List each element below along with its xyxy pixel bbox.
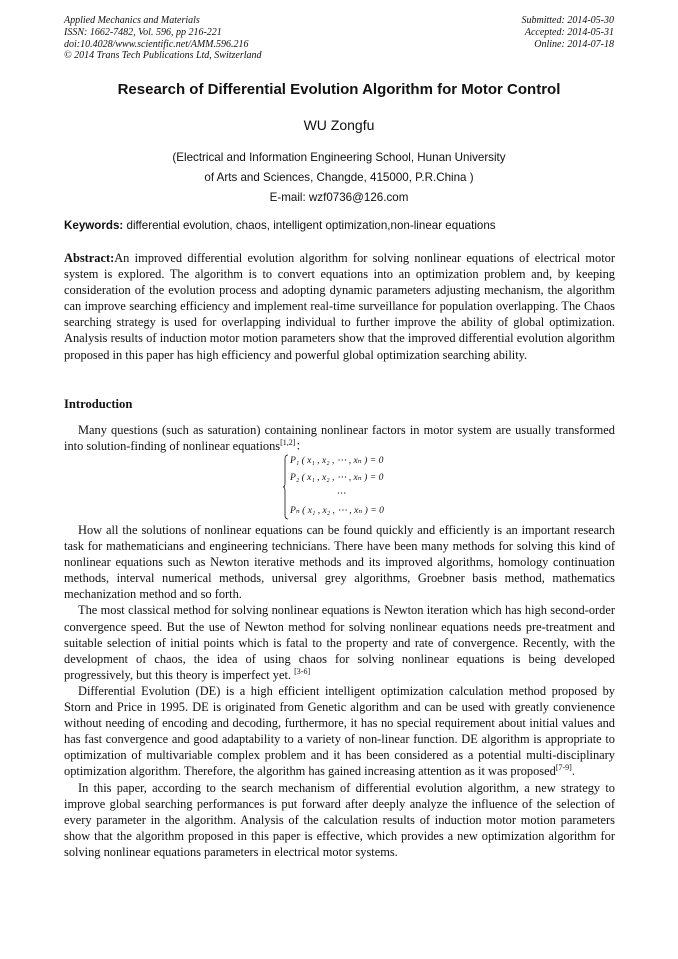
intro-p4-end: .: [571, 764, 575, 779]
citation-1-2: [1,2]: [280, 438, 296, 448]
journal-name: Applied Mechanics and Materials: [64, 15, 200, 26]
equation-2: P₂ ( x₁ , x₂ , ⋯ , xₙ ) = 0: [290, 472, 384, 483]
affiliation-line-1: (Electrical and Information Engineering School, Hunan University: [172, 151, 506, 164]
intro-p3-text: The most classical method for solving nonlinear equations is Newton iteration which has high second-order convergence speed. But the use of Newton method for solving nonlinear equations needs pre-treatment and suitable selection of initial points which is fatal to the property and rate of convergence. Recently, with the development of chaos, the idea of using chaos for solving nonlinear equations is being developed progressively, but this theory is imperfect yet.: [64, 603, 615, 682]
abstract: [64, 250, 615, 363]
equation-1: P₁ ( x₁ , x₂ , ⋯ , xₙ ) = 0: [290, 455, 384, 466]
copyright: © 2014 Trans Tech Publications Ltd, Switzerland: [64, 50, 262, 62]
accepted-date: Accepted: 2014-05-31: [524, 26, 614, 38]
journal-issn: ISSN: 1662-7482, Vol. 596, pp 216-221: [64, 26, 222, 38]
online-date: Online: 2014-07-18: [534, 38, 614, 50]
author-email: E-mail: wzf0736@126.com: [269, 191, 409, 204]
paper-title: Research of Differential Evolution Algorithm for Motor Control: [117, 81, 561, 98]
affiliation-line-2: of Arts and Sciences, Changde, 415000, P.R.China ): [204, 171, 474, 184]
intro-paragraph-4: [64, 683, 615, 780]
intro-body: [64, 522, 615, 860]
publication-dates: [394, 15, 614, 50]
left-brace: [282, 454, 289, 520]
keywords-label: Keywords:: [64, 219, 124, 232]
citation-3-6: [3-6]: [294, 666, 311, 676]
citation-7-9: [7-9]: [555, 763, 572, 773]
equation-system: [282, 454, 422, 520]
intro-paragraph-5: In this paper, according to the search mechanism of differential evolution algorithm, a new strategy to improve global searching performances is put forward after deeply analyze the influence of the selection of every parameter in the algorithm. Analysis of the calculation results of induction motor motion parameters show that the algorithm proposed in this paper is effective, which provides a new optimization algorithm for solving nonlinear equations parameters in electrical motor systems.: [64, 780, 615, 859]
intro-paragraph-2: How all the solutions of nonlinear equations can be found quickly and efficiently is an important research task for mathematicians and engineering technicians. There have been many methods for solving this kind of nonlinear equations such as Newton iterative methods and its improved algorithms, homology continuation methods, interval numerical methods, universal grey algorithms, Groebner basis method, mathematics mechanization method and so forth.: [64, 523, 615, 602]
journal-doi: doi:10.4028/www.scientific.net/AMM.596.216: [64, 38, 249, 50]
equation-n: Pₙ ( x₁ , x₂ , ⋯ , xₙ ) = 0: [290, 505, 384, 516]
equation-ellipsis: ⋯: [336, 488, 346, 499]
keywords: [64, 219, 624, 232]
journal-info: [64, 15, 364, 62]
author-name: WU Zongfu: [303, 117, 375, 133]
section-heading-introduction: Introduction: [64, 397, 133, 411]
keywords-text: differential evolution, chaos, intelligent optimization,non-linear equations: [123, 219, 496, 232]
intro-p4-text: Differential Evolution (DE) is a high efficient intelligent optimization calculation method proposed by Storn and Price in 1995. DE is originated from Genetic algorithm and can be used with greatly convienence without needing of encoding and decoding, furthermore, it has no special requirement about initial values and has fast convergence and good adaptability to a variety of non-linear function. DE algorithm is appropriate to optimization of multivariable complex problem and it has been considered as a potential multi-disciplinary optimization algorithm. Therefore, the algorithm has gained increasing attention as it was proposed: [64, 683, 615, 779]
intro-p1-end: ：: [295, 439, 308, 454]
intro-paragraph-1: [64, 422, 615, 454]
intro-paragraph-3: [64, 602, 615, 682]
abstract-label: Abstract:: [64, 251, 115, 265]
intro-p1-text: Many questions (such as saturation) containing nonlinear factors in motor system are usually transformed into solution-finding of nonlinear equations: [64, 423, 615, 454]
submitted-date: Submitted: 2014-05-30: [521, 15, 614, 26]
abstract-text: An improved differential evolution algorithm for solving nonlinear equations of electrical motor system is explored. The algorithm is to convert equations into an optimization problem and, by keeping consideration of the evolution process and adopting dynamic parameters adjusting mechanism, the algorithm can improve searching efficiency and implement real-time surveillance for population overlapping. The Chaos searching strategy is used for overlapping individual to further improve the ability of global optimization. Analysis results of induction motor motion parameters show that the improved differential evolution algorithm proposed in this paper has high efficiency and powerful global optimization searching ability.: [64, 251, 615, 362]
affiliation: [60, 148, 618, 208]
